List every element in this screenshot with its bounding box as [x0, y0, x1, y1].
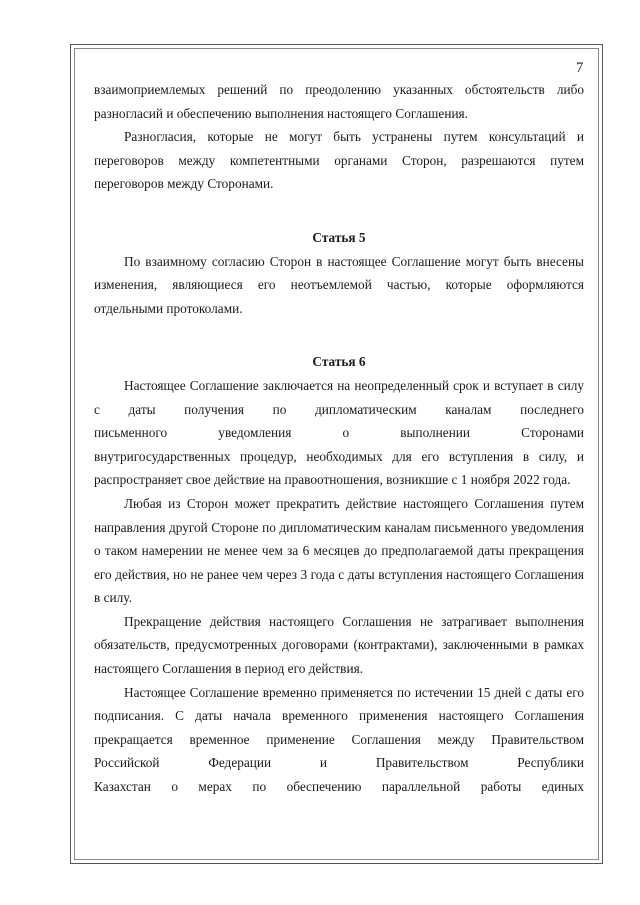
spacer [94, 320, 584, 350]
article-6-paragraph-1b: письменного уведомления о выполнении Сторонами [94, 425, 584, 441]
spacer [94, 196, 584, 226]
article-6-heading: Статья 6 [312, 354, 366, 370]
page-number: 7 [576, 60, 584, 76]
article-6-paragraph-4b: Казахстан о мерах по обеспечению параллельной работы единых [94, 779, 584, 795]
paragraph-continuation: взаимоприемлемых решений по преодолению указанных обстоятельств либо разногласий и обеспечению выполнения настоящего Соглашения. [94, 82, 584, 121]
article-6-paragraph-3: Прекращение действия настоящего Соглашения не затрагивает выполнения обязательств, предусмотренных договорами (контрактами), заключенными в рамках настоящего Соглашения в период его действия. [94, 613, 584, 677]
article-6-paragraph-4a: Настоящее Соглашение временно применяется по истечении 15 дней с даты его подписания. С даты начала временного применения настоящего Соглашения прекращается временное применение Соглашения между Правительством Российской Федерации и Правительством Республики [94, 684, 584, 771]
article-6-paragraph-1c: внутригосударственных процедур, необходимых для его вступления в силу, и распространяет свое действие на правоотношения, возникшие с 1 ноября 2022 года. [94, 448, 584, 488]
document-body [94, 78, 584, 799]
article-5-heading: Статья 5 [312, 229, 366, 245]
article-6-paragraph-1a: Настоящее Соглашение заключается на неопределенный срок и вступает в силу с даты получения по дипломатическим каналам последнего [94, 377, 584, 417]
article-5-paragraph: По взаимному согласию Сторон в настоящее Соглашение могут быть внесены изменения, являющиеся его неотъемлемой частью, которые оформляются отдельными протоколами. [94, 253, 584, 316]
article-6-paragraph-2: Любая из Сторон может прекратить действие настоящего Соглашения путем направления другой Стороне по дипломатическим каналам письменного уведомления о таком намерении не менее чем за 6 месяцев до предполагаемой даты прекращения его действия, но не ранее чем через 3 года с даты вступления настоящего Соглашения в силу. [94, 495, 584, 606]
paragraph-disagreements: Разногласия, которые не могут быть устранены путем консультаций и переговоров между компетентными органами Сторон, разрешаются путем переговоров между Сторонами. [94, 129, 584, 192]
